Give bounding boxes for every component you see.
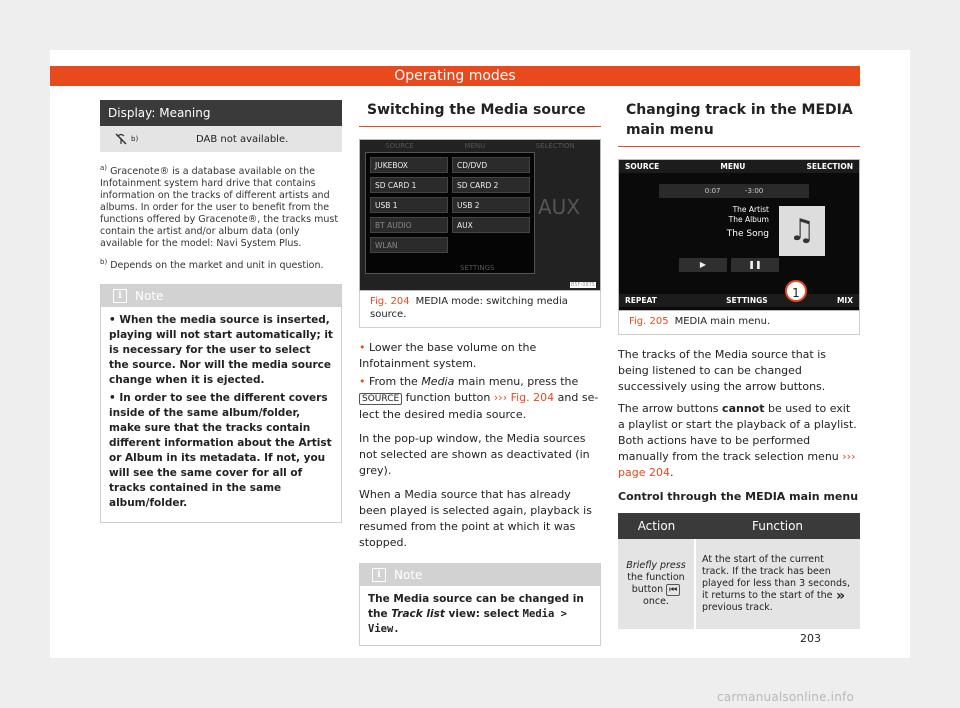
source-sd2: SD CARD 2 xyxy=(452,177,530,193)
note-body: The Media source can be changed in the Track list view: select Media > View. xyxy=(368,593,584,635)
source-cd-dvd: CD/DVD xyxy=(452,157,530,173)
screen-bottom-bar: REPEAT SETTINGS MIX xyxy=(619,294,859,307)
play-button: ▶ xyxy=(679,258,727,272)
info-icon: i xyxy=(113,289,127,303)
media-source-screen xyxy=(360,140,600,290)
paragraph: When a Media source that has already been played is selected again, playback is resumed from the point at which it was stopped. xyxy=(359,488,592,549)
source-bt-audio: BT AUDIO xyxy=(370,217,448,233)
table-row xyxy=(618,539,860,629)
control-table xyxy=(618,513,860,629)
figure-caption: Fig. 205 MEDIA main menu. xyxy=(618,311,860,335)
info-icon: i xyxy=(372,568,386,582)
col-function: Function xyxy=(695,513,860,539)
paragraph: In the pop-up window, the Media sources not selected are shown as deactivated (in grey). xyxy=(359,432,590,477)
footnote-b: $^{b)}$ Depends on the market and unit in question. xyxy=(100,258,324,272)
table-row xyxy=(100,126,342,152)
source-jukebox: JUKEBOX xyxy=(370,157,448,173)
section-title: Changing track in the MEDIA main menu xyxy=(618,100,860,147)
watermark: carmanualsonline.info xyxy=(717,690,854,704)
step-2: • From the Media main menu, press the SOURCE function button ››› Fig. 204 and select the desired media source. xyxy=(359,375,599,421)
track-progress: 0:07 -3:00 xyxy=(659,184,809,198)
function-cell: At the start of the current track. If the track has been played for less than 3 seconds, it returns to the start of the previous track. xyxy=(695,539,860,629)
source-usb1: USB 1 xyxy=(370,197,448,213)
column-right xyxy=(618,100,860,629)
column-left xyxy=(100,100,342,523)
figure-caption: Fig. 204 MEDIA mode: switching media source. xyxy=(359,291,601,328)
source-key: SOURCE xyxy=(359,393,402,405)
media-main-screen xyxy=(619,160,859,310)
screen-settings: SETTINGS xyxy=(460,264,495,272)
note-header: i Note xyxy=(360,564,600,586)
note-item: • In order to see the different covers inside of the same album/folder, make sure that the tracks contain different information about the Artist or Album in its metadata. If not, you will see the same cover for all of tracks contained in the same album/folder. xyxy=(109,392,332,510)
source-sd1: SD CARD 1 xyxy=(370,177,448,193)
row-superscript: b) xyxy=(131,135,139,143)
music-note-icon: ♫ xyxy=(779,206,825,256)
antenna-crossed-icon xyxy=(114,133,128,145)
fig-ref-link: ››› Fig. 204 xyxy=(493,391,555,404)
figure-204 xyxy=(359,139,601,291)
note-box xyxy=(359,563,601,646)
step-1: • Lower the base volume on the Infotainment system. xyxy=(359,341,537,370)
continue-mark: » xyxy=(836,588,846,604)
row-meaning: DAB not available. xyxy=(196,133,289,145)
section-header: Operating modes xyxy=(50,66,860,86)
page-ref-link: ››› page 204 xyxy=(618,450,856,479)
footnote-a: $^{a)}$ Gracenote® is a database available on the Infotainment system hard drive that contains information on the tracks of different artists and albums. In order for the user to benefit from the functions offered by Gracenote®, the tracks must contain the artist and/or album data (only available for the model: Navi System Plus. xyxy=(100,164,339,250)
note-header: i Note xyxy=(101,285,341,307)
note-box xyxy=(100,284,342,523)
figure-205 xyxy=(618,159,860,311)
source-wlan: WLAN xyxy=(370,237,448,253)
previous-track-icon: ⏮ xyxy=(666,584,680,596)
note-body xyxy=(101,307,341,522)
callout-marker: 1 xyxy=(785,280,807,302)
subheading: Control through the MEDIA main menu xyxy=(618,490,859,503)
aux-background-label: AUX xyxy=(538,195,581,219)
source-aux: AUX xyxy=(452,217,530,233)
dab-unavailable-icon xyxy=(100,133,196,145)
column-middle xyxy=(359,100,601,646)
paragraph: The tracks of the Media source that is being listened to can be changed successively using the arrow buttons. xyxy=(618,348,827,393)
page-number: 203 xyxy=(800,632,821,645)
section-title: Switching the Media source xyxy=(359,100,601,127)
pause-button: ❚❚ xyxy=(731,258,779,272)
col-action: Action xyxy=(618,513,695,539)
action-cell: Briefly press the function button ⏮ once. xyxy=(618,539,695,629)
screen-top-bar: SOURCE MENU SELECTION xyxy=(619,160,859,173)
figure-code: B5F-0875 xyxy=(570,282,595,288)
source-usb2: USB 2 xyxy=(452,197,530,213)
note-item: • When the media source is inserted, playing will not start automatically; it is necessary for the user to select the source. Nor will the media source change when it is ejected. xyxy=(109,314,333,387)
source-popup xyxy=(365,152,535,274)
paragraph: The arrow buttons cannot be used to exit a playlist or start the playback of a playlist. Both actions have to be performed manually from the track selection menu ››› page 204. xyxy=(618,402,857,479)
display-meaning-header: Display: Meaning xyxy=(100,100,342,126)
song-info: The Artist The Album The Song xyxy=(726,205,769,239)
screen-top-bar: SOURCE MENU SELECTION xyxy=(385,142,575,150)
